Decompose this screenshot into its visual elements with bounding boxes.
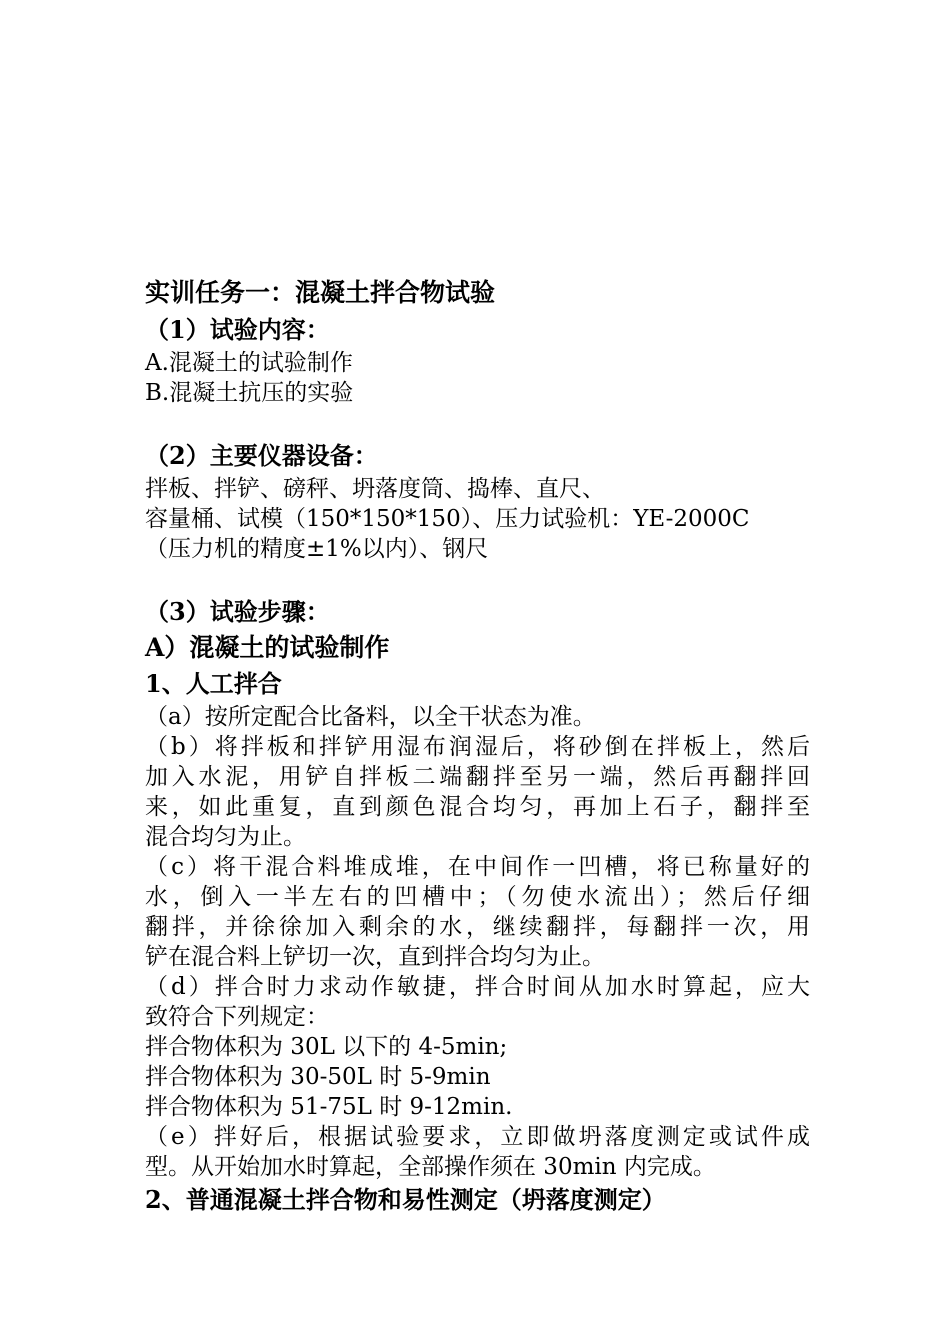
part-2-heading: 2、普通混凝土拌合物和易性测定（坍落度测定） — [145, 1185, 666, 1214]
step-c-line: 翻拌，并徐徐加入剩余的水，继续翻拌，每翻拌一次，用 — [145, 914, 810, 940]
mixing-rule: 拌合物体积为 30-50L 时 5-9min — [145, 1064, 491, 1090]
spacer — [145, 408, 810, 438]
step-c-line: 水，倒入一半左右的凹槽中；（勿使水流出）；然后仔细 — [145, 884, 810, 910]
section-1-heading: （1）试验内容： — [145, 315, 330, 344]
document-body — [145, 274, 810, 1218]
content-item-a: A.混凝土的试验制作 — [145, 350, 353, 376]
step-c-line: （c）将干混合料堆成堆，在中间作一凹槽，将已称量好的 — [145, 854, 810, 880]
section-3-heading: （3）试验步骤： — [145, 597, 330, 626]
step-b-line: 来，如此重复，直到颜色混合均匀，再加上石子，翻拌至 — [145, 794, 810, 820]
spacer — [145, 564, 810, 594]
equipment-line: 容量桶、试模（150*150*150）、压力试验机：YE-2000C — [145, 506, 750, 532]
step-b-line: 混合均匀为止。 — [145, 824, 306, 850]
subsection-heading: A）混凝土的试验制作 — [145, 633, 390, 662]
section-2-heading: （2）主要仪器设备： — [145, 441, 378, 470]
step-e-line: （e）拌好后，根据试验要求，立即做坍落度测定或试件成 — [145, 1124, 810, 1150]
step-e — [145, 1122, 810, 1182]
mixing-rule: 拌合物体积为 51-75L 时 9-12min. — [145, 1094, 513, 1120]
step-d-line: （d）拌合时力求动作敏捷，拌合时间从加水时算起，应大 — [145, 974, 810, 1000]
step-c-line: 铲在混合料上铲切一次，直到拌合均匀为止。 — [145, 944, 605, 970]
step-d-line: 致符合下列规定： — [145, 1004, 329, 1030]
step-d — [145, 972, 810, 1032]
equipment-line: 拌板、拌铲、磅秤、坍落度筒、捣棒、直尺、 — [145, 476, 605, 502]
step-b — [145, 732, 810, 852]
mixing-rule: 拌合物体积为 30L 以下的 4-5min; — [145, 1034, 508, 1060]
step-b-line: 加入水泥，用铲自拌板二端翻拌至另一端，然后再翻拌回 — [145, 764, 810, 790]
step-a: （a）按所定配合比备料，以全干状态为准。 — [145, 704, 596, 730]
step-b-line: （b）将拌板和拌铲用湿布润湿后，将砂倒在拌板上，然后 — [145, 734, 810, 760]
content-item-b: B.混凝土抗压的实验 — [145, 380, 354, 406]
equipment-line: （压力机的精度±1%以内）、钢尺 — [145, 536, 489, 562]
part-1-heading: 1、人工拌合 — [145, 669, 282, 698]
document-title: 实训任务一：混凝土拌合物试验 — [145, 278, 496, 307]
step-c — [145, 852, 810, 972]
step-e-line: 型。从开始加水时算起，全部操作须在 30min 内完成。 — [145, 1154, 716, 1180]
